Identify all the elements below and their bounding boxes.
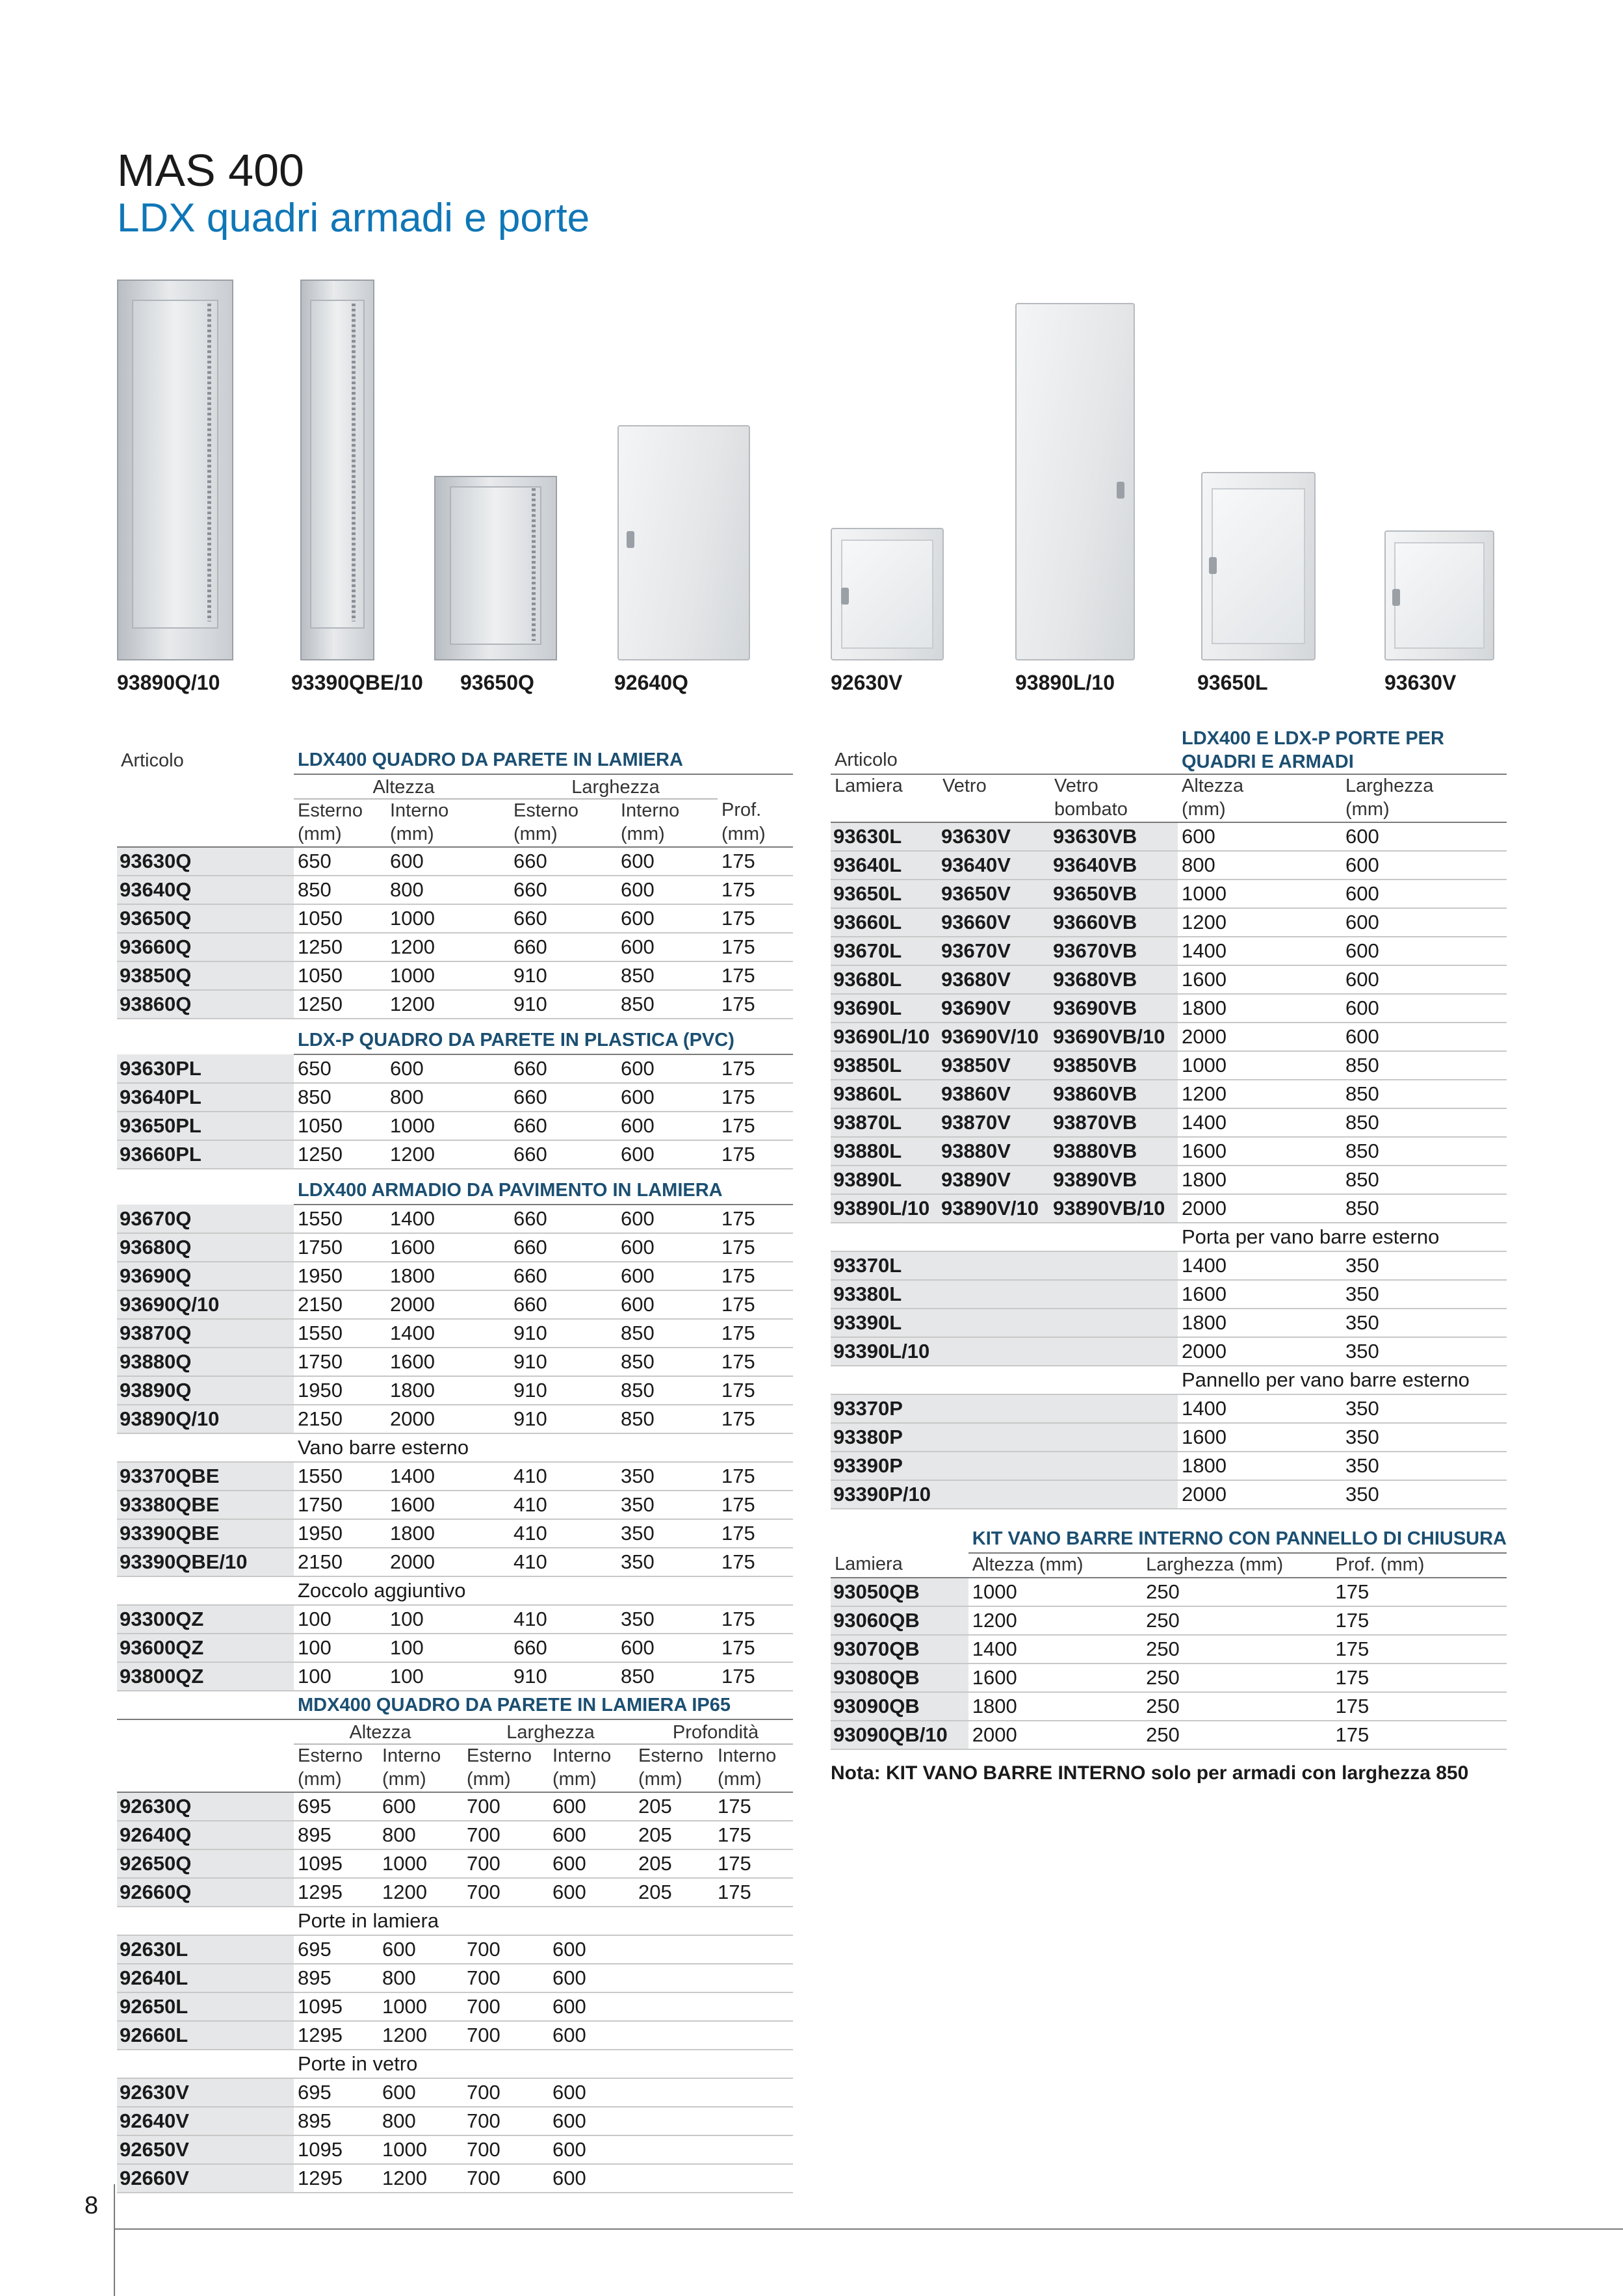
unit-mm: (mm) [1178,798,1342,822]
page-subtitle: LDX quadri armadi e porte [117,196,590,241]
header-esterno: Esterno [513,800,578,821]
section-title: MDX400 QUADRO DA PARETE IN LAMIERA IP65 [294,1691,793,1719]
product-caption: 93890Q/10 [117,671,220,694]
table-row: 93890Q/10 2150 2000 910 850 175 [117,1405,793,1433]
table-row: 93800QZ 100 100 910 850 175 [117,1662,793,1691]
header-esterno: Esterno [467,1745,532,1766]
group-label: Zoccolo aggiuntivo [294,1576,793,1605]
table-row: 93860L 93860V 93860VB 1200 850 [831,1080,1507,1108]
unit-mm: (mm) [463,1768,549,1792]
unit-mm: (mm) [386,823,510,847]
glass-door-image [831,528,944,660]
unit-mm: (mm) [714,1768,793,1792]
left-table [117,746,793,1691]
header-interno: Interno [621,800,680,821]
table-row: 93650PL 1050 1000 660 600 175 [117,1112,793,1140]
group-label: Vano barre esterno [294,1433,793,1462]
table-row: 93370QBE 1550 1400 410 350 175 [117,1462,793,1491]
table-row: 92630V 695 600 700 600 [117,2078,793,2107]
table-row: 93690Q 1950 1800 660 600 175 [117,1262,793,1290]
header-esterno: Esterno [298,800,363,821]
table-row: 93880L 93880V 93880VB 1600 850 [831,1137,1507,1166]
right-table [831,719,1507,1509]
header-larghezza: Larghezza [510,774,718,799]
table-row: 93870L 93870V 93870VB 1400 850 [831,1108,1507,1137]
table-row: 93600QZ 100 100 660 600 175 [117,1634,793,1662]
product-caption: 92640Q [614,671,688,694]
unit-mm: (mm) [549,1768,634,1792]
door-image [1015,303,1135,660]
table-row: 93890L/10 93890V/10 93890VB/10 2000 850 [831,1194,1507,1223]
header-vetro-bombato: Vetro [1054,776,1098,796]
table-row: 93390L/10 2000 350 [831,1337,1507,1366]
group-label: Pannello per vano barre esterno [1178,1366,1507,1394]
header-altezza: Altezza (mm) [968,1553,1142,1578]
unit-mm: (mm) [294,823,386,847]
header-interno: Interno [718,1745,777,1766]
group-label: Porte in lamiera [294,1907,793,1935]
section-title: KIT VANO BARRE INTERNO CON PANNELLO DI CHIUSURA [968,1525,1507,1553]
table-row: 93890Q 1950 1800 910 850 175 [117,1376,793,1405]
articolo-label: Articolo [121,750,184,771]
table-row: 92650Q 1095 1000 700 600 205 175 [117,1849,793,1878]
header-altezza: Altezza [1182,776,1244,796]
header-vetro: Vetro [939,774,1050,798]
header-vetro-bombato: bombato [1050,798,1178,822]
header-altezza: Altezza [294,1719,463,1744]
table-row: 93850Q 1050 1000 910 850 175 [117,961,793,990]
header-altezza: Altezza [294,774,510,799]
table-row: 92660Q 1295 1200 700 600 205 175 [117,1878,793,1907]
note-text: Nota: KIT VANO BARRE INTERNO solo per armadi con larghezza 850 [831,1762,1469,1784]
table-row: 93630L 93630V 93630VB 600 600 [831,822,1507,851]
table-row: 93640L 93640V 93640VB 800 600 [831,851,1507,880]
unit-mm: (mm) [718,823,793,847]
header-lamiera: Lamiera [831,774,939,798]
header-esterno: Esterno [298,1745,363,1766]
group-label: Porta per vano barre esterno [1178,1223,1507,1251]
table-row: 93880Q 1750 1600 910 850 175 [117,1348,793,1376]
header-interno: Interno [382,1745,441,1766]
product-caption: 93650L [1197,671,1268,694]
product-caption: 93390QBE/10 [291,671,423,694]
header-larghezza: Larghezza [1345,776,1434,796]
cabinet-image [434,476,557,660]
kit-table [831,1525,1507,1750]
table-row: 92640Q 895 800 700 600 205 175 [117,1821,793,1849]
unit-mm: (mm) [294,1768,378,1792]
table-row: 93390QBE/10 2150 2000 410 350 175 [117,1548,793,1576]
header-larghezza: Larghezza (mm) [1142,1553,1331,1578]
table-row: 92660V 1295 1200 700 600 [117,2164,793,2193]
header-larghezza: Larghezza [463,1719,634,1744]
unit-mm: (mm) [378,1768,463,1792]
table-row: 92660L 1295 1200 700 600 [117,2021,793,2050]
table-row: 93390P/10 2000 350 [831,1480,1507,1509]
section-title: LDX400 ARMADIO DA PAVIMENTO IN LAMIERA [294,1169,793,1205]
header-prof: Prof. [721,800,762,820]
table-row: 93370L 1400 350 [831,1251,1507,1280]
unit-mm: (mm) [510,823,617,847]
header-lamiera: Lamiera [831,1553,968,1578]
table-row: 93090QB/10 2000 250 175 [831,1721,1507,1749]
table-row: 92630Q 695 600 700 600 205 175 [117,1792,793,1821]
header-prof: Prof. (mm) [1331,1553,1507,1578]
section-title: LDX400 E LDX-P PORTE PER QUADRI E ARMADI [1178,719,1507,774]
table-row: 92650V 1095 1000 700 600 [117,2135,793,2164]
table-row: 93070QB 1400 250 175 [831,1635,1507,1663]
header-interno: Interno [552,1745,612,1766]
table-row: 93380L 1600 350 [831,1280,1507,1309]
table-row: 93670L 93670V 93670VB 1400 600 [831,937,1507,965]
group-label: Porte in vetro [294,2050,793,2078]
table-row: 93380QBE 1750 1600 410 350 175 [117,1491,793,1519]
product-caption: 93650Q [460,671,534,694]
unit-mm: (mm) [617,823,718,847]
table-row: 93080QB 1600 250 175 [831,1663,1507,1692]
glass-door-image [1201,472,1316,660]
page-title: MAS 400 [117,145,304,196]
table-row: 93660L 93660V 93660VB 1200 600 [831,908,1507,937]
table-row: 93690L 93690V 93690VB 1800 600 [831,994,1507,1023]
cabinet-image [300,280,374,660]
articolo-label: Articolo [835,750,898,770]
unit-mm: (mm) [634,1768,714,1792]
table-row: 93660Q 1250 1200 660 600 175 [117,933,793,961]
table-row: 93660PL 1250 1200 660 600 175 [117,1140,793,1169]
table-row: 93390L 1800 350 [831,1309,1507,1337]
page-divider [114,2228,1623,2230]
table-row: 93650Q 1050 1000 660 600 175 [117,904,793,933]
table-row: 93630Q 650 600 660 600 175 [117,847,793,876]
table-row: 93640PL 850 800 660 600 175 [117,1083,793,1112]
header-esterno: Esterno [638,1745,703,1766]
table-row: 93670Q 1550 1400 660 600 175 [117,1205,793,1233]
table-row: 93870Q 1550 1400 910 850 175 [117,1319,793,1348]
table-row: 93390P 1800 350 [831,1452,1507,1480]
product-caption: 92630V [831,671,903,694]
section-title: LDX-P QUADRO DA PARETE IN PLASTICA (PVC) [294,1019,793,1054]
header-profondita: Profondità [634,1719,793,1744]
page-divider [114,2184,115,2296]
door-image [617,425,750,660]
table-row: 93690L/10 93690V/10 93690VB/10 2000 600 [831,1023,1507,1051]
table-row: 93050QB 1000 250 175 [831,1578,1507,1606]
table-row: 93630PL 650 600 660 600 175 [117,1054,793,1083]
unit-mm: (mm) [1342,798,1507,822]
table-row: 93890L 93890V 93890VB 1800 850 [831,1166,1507,1194]
glass-door-image [1384,530,1494,660]
table-row: 92630L 695 600 700 600 [117,1935,793,1964]
product-caption: 93630V [1384,671,1457,694]
table-row: 93680L 93680V 93680VB 1600 600 [831,965,1507,994]
left-table-ip65 [117,1691,793,2193]
table-row: 93650L 93650V 93650VB 1000 600 [831,880,1507,908]
table-row: 93370P 1400 350 [831,1394,1507,1423]
section-title: LDX400 QUADRO DA PARETE IN LAMIERA [294,746,793,774]
table-row: 93380P 1600 350 [831,1423,1507,1452]
table-row: 93640Q 850 800 660 600 175 [117,876,793,904]
cabinet-image [117,280,233,660]
table-row: 92640L 895 800 700 600 [117,1964,793,1992]
table-row: 93850L 93850V 93850VB 1000 850 [831,1051,1507,1080]
table-row: 93690Q/10 2150 2000 660 600 175 [117,1290,793,1319]
table-row: 92650L 1095 1000 700 600 [117,1992,793,2021]
table-row: 93860Q 1250 1200 910 850 175 [117,990,793,1019]
table-row: 92640V 895 800 700 600 [117,2107,793,2135]
table-row: 93390QBE 1950 1800 410 350 175 [117,1519,793,1548]
product-caption: 93890L/10 [1015,671,1115,694]
table-row: 93090QB 1800 250 175 [831,1692,1507,1721]
table-row: 93680Q 1750 1600 660 600 175 [117,1233,793,1262]
table-row: 93300QZ 100 100 410 350 175 [117,1605,793,1634]
page-number: 8 [84,2192,99,2219]
header-interno: Interno [390,800,449,821]
table-row: 93060QB 1200 250 175 [831,1606,1507,1635]
